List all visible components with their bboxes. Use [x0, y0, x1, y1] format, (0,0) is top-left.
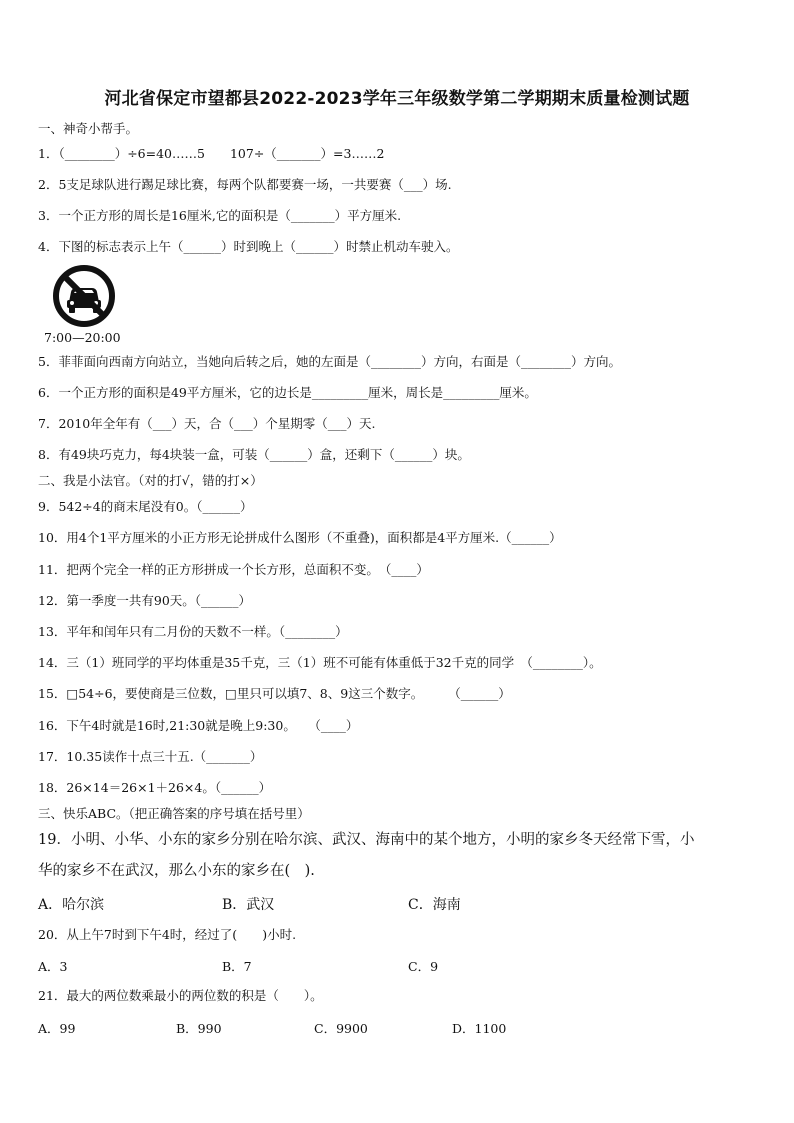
- sign-caption: 7:00—20:00: [44, 330, 121, 345]
- question-19-line-2: 华的家乡不在武汉，那么小东的家乡在( ).: [38, 863, 315, 879]
- question-17: 17．10.35读作十点三十五.（_______）: [38, 749, 263, 764]
- option-21-b: B．990: [176, 1021, 222, 1036]
- question-5: 5．菲菲面向西南方向站立，当她向后转之后，她的左面是（________）方向，右面是（________）方向。: [38, 354, 621, 369]
- question-1: 1．（________）÷6=40……5 107÷（_______）=3……2: [38, 146, 385, 161]
- section-heading-3: 三、快乐ABC。（把正确答案的序号填在括号里）: [38, 806, 310, 821]
- question-15: 15．□54÷6，要使商是三位数，□里只可以填7、8、9这三个数字。 （______）: [38, 686, 511, 701]
- option-20-b: B．7: [222, 959, 252, 974]
- option-19-c: C．海南: [408, 897, 461, 913]
- question-3: 3．一个正方形的周长是16厘米,它的面积是（_______）平方厘米.: [38, 208, 402, 223]
- question-2: 2．5支足球队进行踢足球比赛，每两个队都要赛一场，一共要赛（___）场.: [38, 177, 452, 192]
- question-10: 10．用4个1平方厘米的小正方形无论拼成什么图形（不重叠)，面积都是4平方厘米.（______）: [38, 530, 562, 545]
- question-19-line-1: 19．小明、小华、小东的家乡分别在哈尔滨、武汉、海南中的某个地方，小明的家乡冬天经常下雪，小: [38, 832, 695, 848]
- question-8: 8．有49块巧克力，每4块装一盒，可装（______）盒，还剩下（______）块。: [38, 447, 470, 462]
- question-9: 9．542÷4的商末尾没有0。（______）: [38, 499, 253, 514]
- option-19-a: A．哈尔滨: [38, 897, 105, 913]
- option-19-b: B．武汉: [222, 897, 275, 913]
- question-21: 21．最大的两位数乘最小的两位数的积是（ ）。: [38, 988, 323, 1003]
- question-12: 12．第一季度一共有90天。（______）: [38, 593, 252, 608]
- section-heading-2: 二、我是小法官。（对的打√，错的打×）: [38, 473, 263, 488]
- option-20-c: C．9: [408, 959, 439, 974]
- section-heading-1: 一、神奇小帮手。: [38, 121, 139, 136]
- question-18: 18．26×14＝26×1＋26×4。（______）: [38, 780, 272, 795]
- question-16: 16．下午4时就是16时,21:30就是晚上9:30。 （____）: [38, 718, 359, 733]
- question-14: 14．三（1）班同学的平均体重是35千克，三（1）班不可能有体重低于32千克的同学 （________）。: [38, 655, 602, 670]
- option-21-d: D．1100: [452, 1021, 507, 1036]
- option-20-a: A．3: [38, 959, 68, 974]
- question-11: 11．把两个完全一样的正方形拼成一个长方形，总面积不变。 （____）: [38, 562, 429, 577]
- page-title: 河北省保定市望都县2022-2023学年三年级数学第二学期期末质量检测试题: [104, 89, 690, 109]
- question-13: 13．平年和闰年只有二月份的天数不一样。（________）: [38, 624, 348, 639]
- question-4: 4．下图的标志表示上午（______）时到晚上（______）时禁止机动车驶入。: [38, 239, 459, 254]
- question-6: 6．一个正方形的面积是49平方厘米，它的边长是_________厘米，周长是_________厘米。: [38, 385, 537, 400]
- question-20: 20．从上午7时到下午4时，经过了( )小时.: [38, 927, 297, 942]
- no-vehicle-sign-icon: [52, 264, 116, 328]
- option-21-c: C．9900: [314, 1021, 368, 1036]
- question-7: 7．2010年全年有（___）天，合（___）个星期零（___）天.: [38, 416, 376, 431]
- option-21-a: A．99: [38, 1021, 76, 1036]
